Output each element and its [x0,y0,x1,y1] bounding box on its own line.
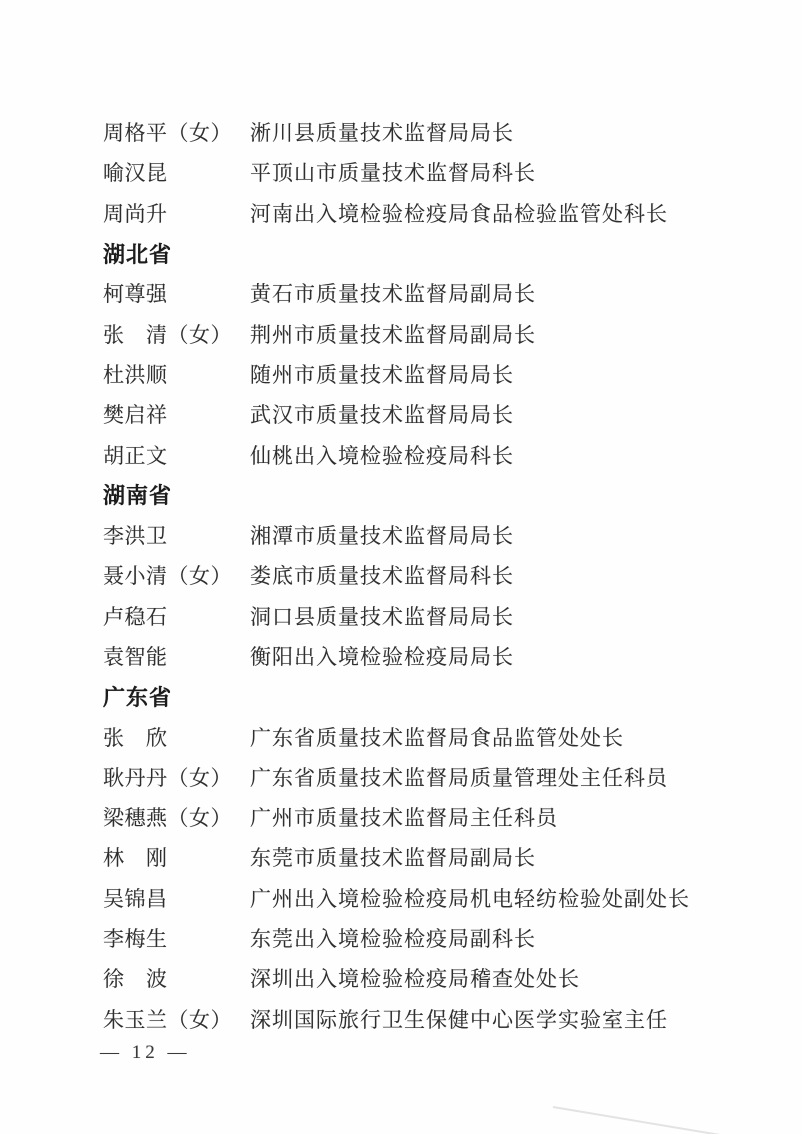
roster-row [103,918,763,958]
province-header: 湖南省 [103,483,173,509]
person-name: 周格平（女） [103,121,232,146]
province-header-row [103,233,763,273]
province-header-row [103,676,763,716]
scan-artifact-line [553,1106,802,1134]
person-title: 洞口县质量技术监督局局长 [250,604,514,629]
person-title: 深圳国际旅行卫生保健中心医学实验室主任 [250,1007,668,1032]
roster-row [103,596,763,636]
person-name: 李梅生 [103,927,168,952]
person-title: 湘潭市质量技术监督局局长 [250,524,514,549]
roster-row [103,757,763,797]
person-name: 梁穗燕（女） [103,806,232,831]
person-name: 李洪卫 [103,524,168,549]
province-header: 广东省 [103,684,173,710]
roster-row [103,837,763,877]
roster-row [103,152,763,192]
roster-row [103,273,763,313]
person-title: 平顶山市质量技术监督局科长 [250,161,536,186]
roster-row [103,636,763,676]
person-title: 武汉市质量技术监督局局长 [250,403,514,428]
person-title: 广州市质量技术监督局主任科员 [250,806,558,831]
roster-row [103,797,763,837]
person-name: 喻汉昆 [103,161,168,186]
person-title: 黄石市质量技术监督局副局长 [250,282,536,307]
person-title: 东莞出入境检验检疫局副科长 [250,927,536,952]
person-title: 广东省质量技术监督局质量管理处主任科员 [250,765,668,790]
person-title: 广东省质量技术监督局食品监管处处长 [250,725,624,750]
person-name: 卢稳石 [103,604,168,629]
person-name: 林 刚 [103,846,168,871]
person-title: 随州市质量技术监督局局长 [250,362,514,387]
person-title: 东莞市质量技术监督局副局长 [250,846,536,871]
roster-row [103,878,763,918]
roster-row [103,716,763,756]
roster-row [103,434,763,474]
person-name: 吴锦昌 [103,886,168,911]
roster-row [103,999,763,1039]
person-title: 深圳出入境检验检疫局稽查处处长 [250,967,580,992]
person-name: 张 欣 [103,725,168,750]
roster-row [103,515,763,555]
province-header: 湖北省 [103,241,173,267]
person-name: 徐 波 [103,967,168,992]
person-name: 周尚升 [103,201,168,226]
roster-row [103,193,763,233]
roster-row [103,112,763,152]
person-name: 聂小清（女） [103,564,232,589]
roster [103,112,763,1039]
roster-row [103,555,763,595]
page-number: — 12 — [100,1042,191,1063]
page-footer [100,1040,191,1066]
person-name: 耿丹丹（女） [103,765,232,790]
person-title: 河南出入境检验检疫局食品检验监管处科长 [250,201,668,226]
person-name: 柯尊强 [103,282,168,307]
person-name: 杜洪顺 [103,362,168,387]
person-title: 淅川县质量技术监督局局长 [250,121,514,146]
person-title: 娄底市质量技术监督局科长 [250,564,514,589]
roster-row [103,394,763,434]
person-name: 朱玉兰（女） [103,1007,232,1032]
person-name: 樊启祥 [103,403,168,428]
person-name: 胡正文 [103,443,168,468]
person-name: 张 清（女） [103,322,232,347]
roster-row [103,958,763,998]
person-title: 仙桃出入境检验检疫局科长 [250,443,514,468]
person-title: 广州出入境检验检疫局机电轻纺检验处副处长 [250,886,690,911]
province-header-row [103,475,763,515]
roster-row [103,354,763,394]
roster-row [103,313,763,353]
person-name: 袁智能 [103,645,168,669]
person-title: 衡阳出入境检验检疫局局长 [250,645,514,669]
person-title: 荆州市质量技术监督局副局长 [250,322,536,347]
